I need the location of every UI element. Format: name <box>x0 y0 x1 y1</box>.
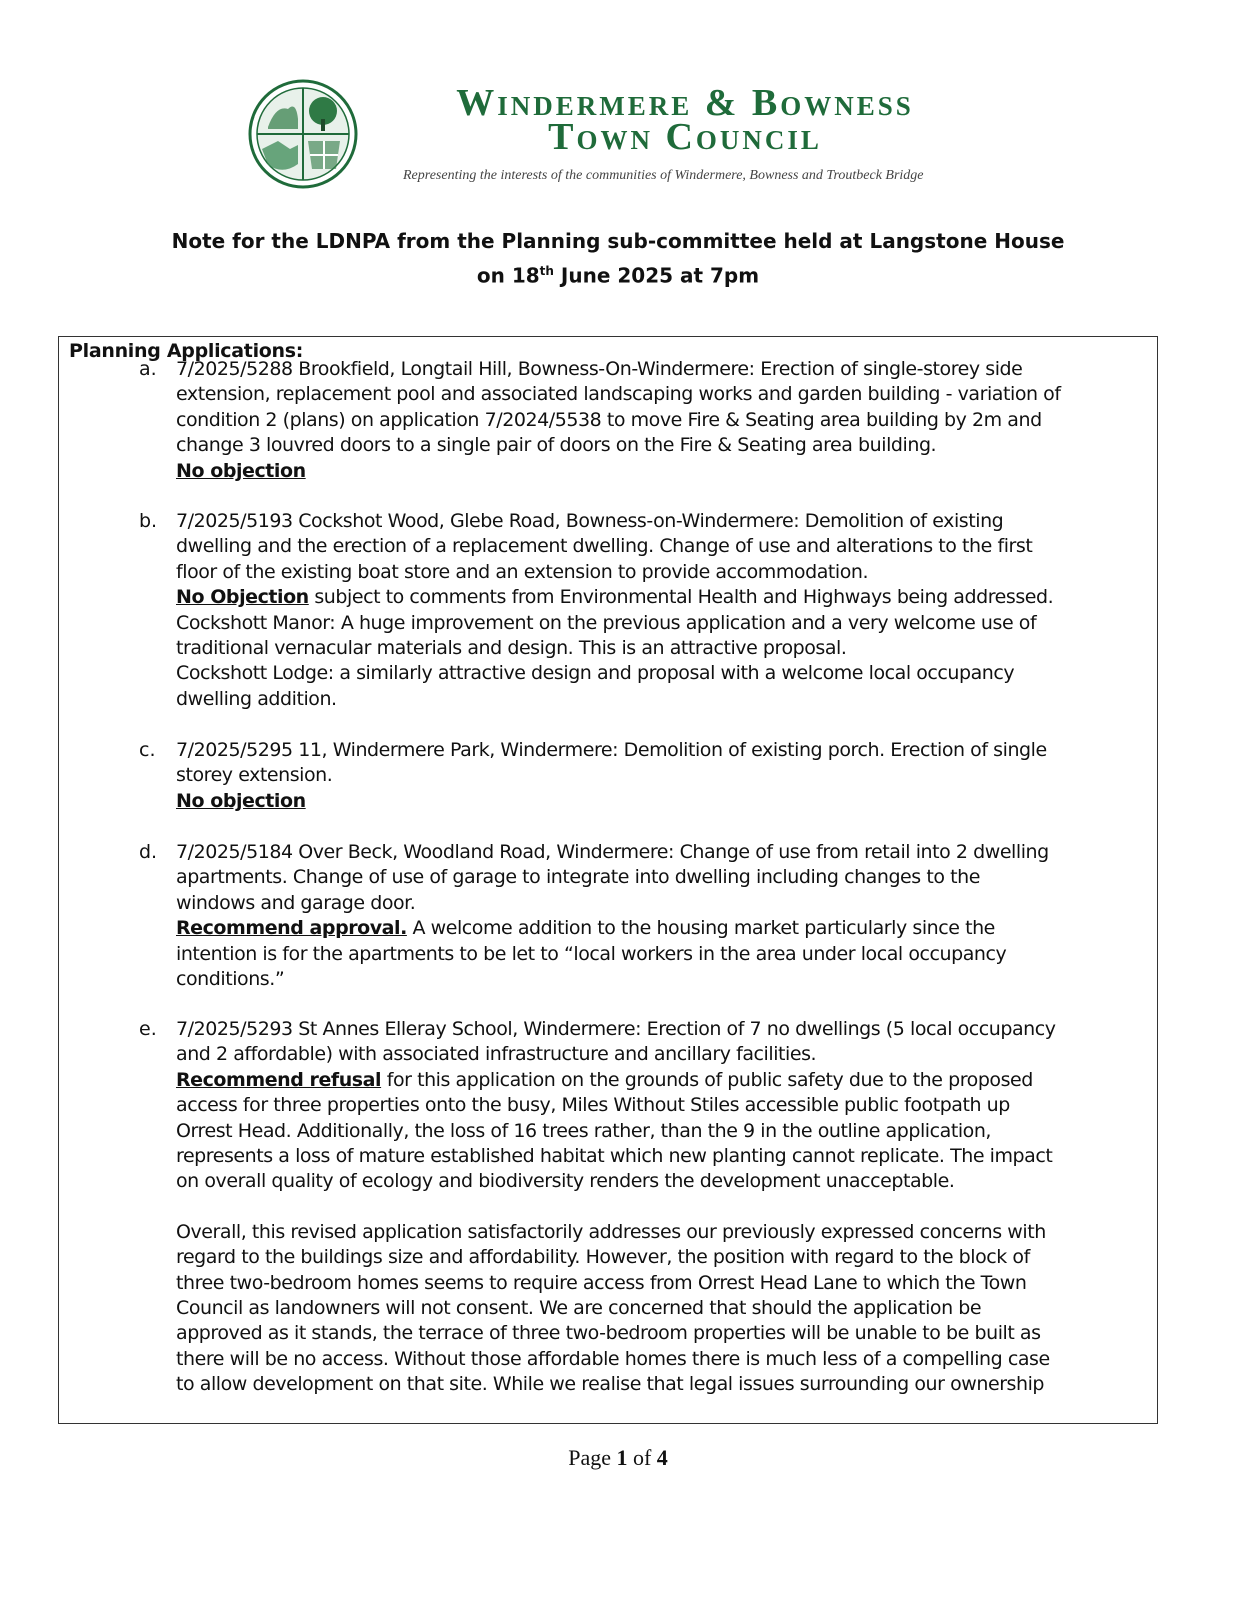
overall-line: three two-bedroom homes seems to require access from Orrest Head Lane to which the Town <box>176 1271 1027 1294</box>
comment-line: represents a loss of mature established habitat which new planting cannot replicate. The impact <box>176 1145 1053 1168</box>
comment-line: traditional vernacular materials and design. This is an attractive proposal. <box>176 637 847 660</box>
planning-applications-box <box>58 336 1158 1424</box>
item-line: condition 2 (plans) on application 7/2024/5538 to move Fire & Seating area building by 2m and <box>176 408 1042 431</box>
comment-line: intention is for the apartments to be let to “local workers in the area under local occupancy <box>176 942 1007 965</box>
item-line: extension, replacement pool and associated landscaping works and garden building - variation of <box>176 383 1061 406</box>
item-line: 7/2025/5184 Over Beck, Woodland Road, Windermere: Change of use from retail into 2 dwelling <box>176 841 1049 863</box>
overall-line: approved as it stands, the terrace of three two-bedroom properties will be unable to be built as <box>176 1322 1041 1345</box>
council-name-line1: Windermere & Bowness <box>456 82 914 124</box>
item-line: 7/2025/5295 11, Windermere Park, Windermere: Demolition of existing porch. Erection of single <box>176 739 1047 761</box>
overall-line: to allow development on that site. While we realise that legal issues surrounding our ownership <box>176 1373 1045 1396</box>
overall-line: regard to the buildings size and affordability. However, the position with regard to the block of <box>176 1246 1030 1269</box>
comment-line: Cockshott Lodge: a similarly attractive design and proposal with a welcome local occupancy <box>176 662 1015 685</box>
item-body <box>176 840 1156 992</box>
council-tagline: Representing the interests of the communities of Windermere, Bowness and Troutbeck Bridge <box>403 168 924 183</box>
comment-line: dwelling addition. <box>176 687 337 710</box>
council-crest-logo <box>248 79 358 189</box>
item-body <box>176 509 1156 712</box>
section-heading: Planning Applications: <box>69 340 304 362</box>
comment-line: conditions.” <box>176 968 285 991</box>
title-line1: Note for the LDNPA from the Planning sub-committee held at Langstone House <box>171 229 1065 253</box>
item-line: apartments. Change of use of garage to integrate into dwelling including changes to the <box>176 866 980 889</box>
item-line: floor of the existing boat store and an extension to provide accommodation. <box>176 560 869 583</box>
decision-text: subject to comments from Environmental Health and Highways being addressed. <box>308 586 1054 609</box>
item-line: 7/2025/5288 Brookfield, Longtail Hill, Bowness-On-Windermere: Erection of single-storey side <box>176 358 1023 380</box>
decision-text: for this application on the grounds of public safety due to the proposed <box>381 1068 1033 1091</box>
item-letter: b. <box>139 510 158 532</box>
item-line: and 2 affordable) with associated infrastructure and ancillary facilities. <box>176 1043 817 1066</box>
decision-label: Recommend approval. <box>176 917 407 940</box>
decision-label: No objection <box>176 459 306 482</box>
item-line: dwelling and the erection of a replacement dwelling. Change of use and alterations to the first <box>176 535 1033 558</box>
item-line: 7/2025/5193 Cockshot Wood, Glebe Road, Bowness-on-Windermere: Demolition of existing <box>176 510 1004 532</box>
overall-line: Council as landowners will not consent. We are concerned that should the application be <box>176 1297 982 1320</box>
council-name <box>400 82 970 158</box>
item-body <box>176 357 1156 484</box>
comment-line: Cockshott Manor: A huge improvement on the previous application and a very welcome use of <box>176 611 1037 634</box>
item-line: change 3 louvred doors to a single pair of doors on the Fire & Seating area building. <box>176 434 937 457</box>
item-letter: a. <box>139 358 157 380</box>
comment-line: Orrest Head. Additionally, the loss of 16 trees rather, than the 9 in the outline application, <box>176 1119 992 1142</box>
comment-line: access for three properties onto the busy, Miles Without Stiles accessible public footpath up <box>176 1094 1010 1117</box>
item-letter: c. <box>139 739 156 761</box>
document-title <box>0 226 1236 291</box>
decision-label: No Objection <box>176 586 309 609</box>
page-number: Page 1 of 4 <box>568 1445 668 1470</box>
overall-line: Overall, this revised application satisfactorily addresses our previously expressed concerns with <box>176 1220 1046 1243</box>
item-line: storey extension. <box>176 764 333 787</box>
decision-text: A welcome addition to the housing market particularly since the <box>406 917 995 940</box>
council-name-line2: Town Council <box>548 116 822 158</box>
item-letter: d. <box>139 841 158 863</box>
decision-label: No objection <box>176 789 306 812</box>
decision-label: Recommend refusal <box>176 1068 382 1091</box>
item-line: 7/2025/5293 St Annes Elleray School, Windermere: Erection of 7 no dwellings (5 local occupancy <box>176 1018 1056 1040</box>
item-letter: e. <box>139 1018 157 1040</box>
item-body <box>176 738 1156 814</box>
item-line: windows and garage door. <box>176 891 416 914</box>
title-line2: on 18th June 2025 at 7pm <box>476 263 760 288</box>
item-body <box>176 1017 1156 1398</box>
comment-line: on overall quality of ecology and biodiversity renders the development unacceptable. <box>176 1170 955 1193</box>
overall-line: there will be no access. Without those affordable homes there is much less of a compelling case <box>176 1347 1050 1370</box>
